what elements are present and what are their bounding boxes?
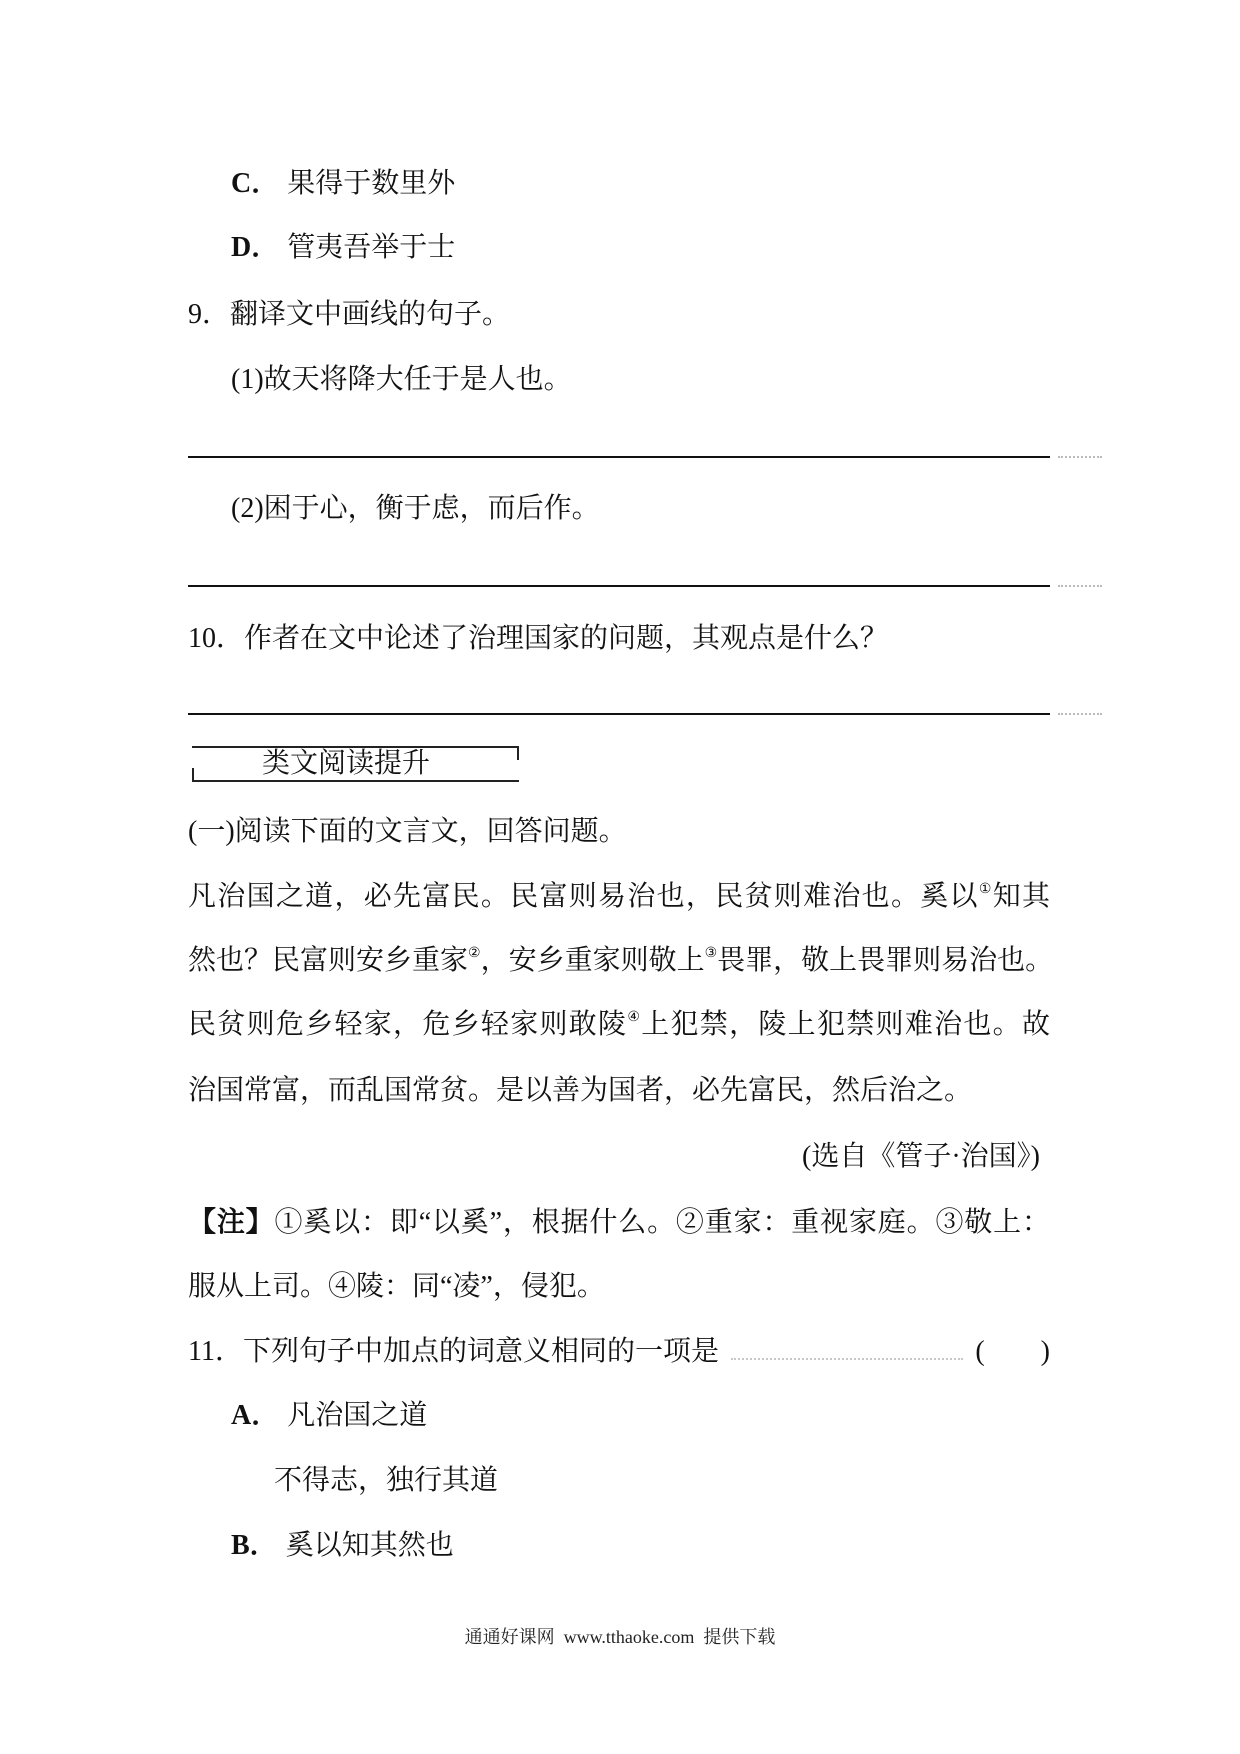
section-title: 类文阅读提升 xyxy=(262,748,431,779)
passage-line-1 xyxy=(188,879,1050,915)
passage-text: 上犯禁，陵上犯禁则难治也。故 xyxy=(641,1009,1050,1040)
option-text: 果得于数里外 xyxy=(287,168,456,199)
note-marker: ② xyxy=(468,946,481,961)
option-a-line-2: 不得志，独行其道 xyxy=(274,1465,499,1496)
passage-line-4 xyxy=(188,1073,972,1109)
note-marker: ① xyxy=(978,882,993,897)
passage-text: 知其 xyxy=(992,881,1050,912)
question-9-item-2: (2)困于心，衡于虑，而后作。 xyxy=(231,493,600,524)
passage-text: 民贫则危乡轻家，危乡轻家则敢陵 xyxy=(188,1009,628,1040)
note-marker: ④ xyxy=(627,1010,642,1025)
answer-line-extension xyxy=(1058,456,1102,458)
question-9-item-1: (1)故天将降大任于是人也。 xyxy=(231,364,572,395)
option-text: 奚以知其然也 xyxy=(285,1530,454,1561)
option-text: 凡治国之道 xyxy=(287,1400,428,1431)
option-label: B． xyxy=(231,1530,278,1561)
notes-line-1 xyxy=(188,1205,1050,1241)
passage-source: (选自《管子·治国》) xyxy=(802,1141,1040,1172)
passage-text: 然也？民富则安乡重家 xyxy=(188,945,469,976)
section-header-box xyxy=(192,746,519,782)
passage-text: ，安乡重家则敬上 xyxy=(480,945,705,976)
option-text: 管夷吾举于士 xyxy=(287,232,456,263)
note-marker: ③ xyxy=(704,946,718,961)
answer-bracket: ( ) xyxy=(975,1336,1050,1367)
option-a xyxy=(231,1398,427,1434)
answer-line-extension xyxy=(1058,585,1102,587)
option-c xyxy=(231,166,455,202)
answer-line xyxy=(188,456,1050,458)
passage-instruction: (一)阅读下面的文言文，回答问题。 xyxy=(188,816,627,847)
question-10-stem: 10．作者在文中论述了治理国家的问题，其观点是什么？ xyxy=(188,623,889,654)
passage-text: 畏罪，敬上畏罪则易治也。 xyxy=(717,945,1054,976)
option-b xyxy=(231,1528,454,1564)
dotted-leader xyxy=(731,1358,963,1360)
passage-text: 治国常富，而乱国常贫。是以善为国者，必先富民，然后治之。 xyxy=(188,1075,973,1106)
question-11-stem: 11．下列句子中加点的词意义相同的一项是 xyxy=(188,1336,719,1367)
option-d xyxy=(231,230,455,266)
page-footer: 通通好课网 www.tthaoke.com 提供下载 xyxy=(464,1627,776,1647)
passage-line-2 xyxy=(188,943,1054,979)
answer-line-extension xyxy=(1058,713,1102,715)
option-label: A． xyxy=(231,1400,280,1431)
question-11 xyxy=(188,1334,1050,1370)
answer-line xyxy=(188,585,1050,587)
option-label: C． xyxy=(231,168,280,199)
passage-text: 凡治国之道，必先富民。民富则易治也，民贫则难治也。奚以 xyxy=(188,881,979,912)
passage-line-3 xyxy=(188,1007,1050,1043)
notes-line-2: 服从上司。④陵：同“凌”，侵犯。 xyxy=(188,1271,605,1302)
option-label: D． xyxy=(231,232,280,263)
question-9-stem: 9．翻译文中画线的句子。 xyxy=(188,299,511,330)
answer-line xyxy=(188,713,1050,715)
notes-label: 【注】 xyxy=(188,1207,275,1238)
notes-text: ①奚以：即“以奚”，根据什么。②重家：重视家庭。③敬上： xyxy=(274,1207,1050,1238)
